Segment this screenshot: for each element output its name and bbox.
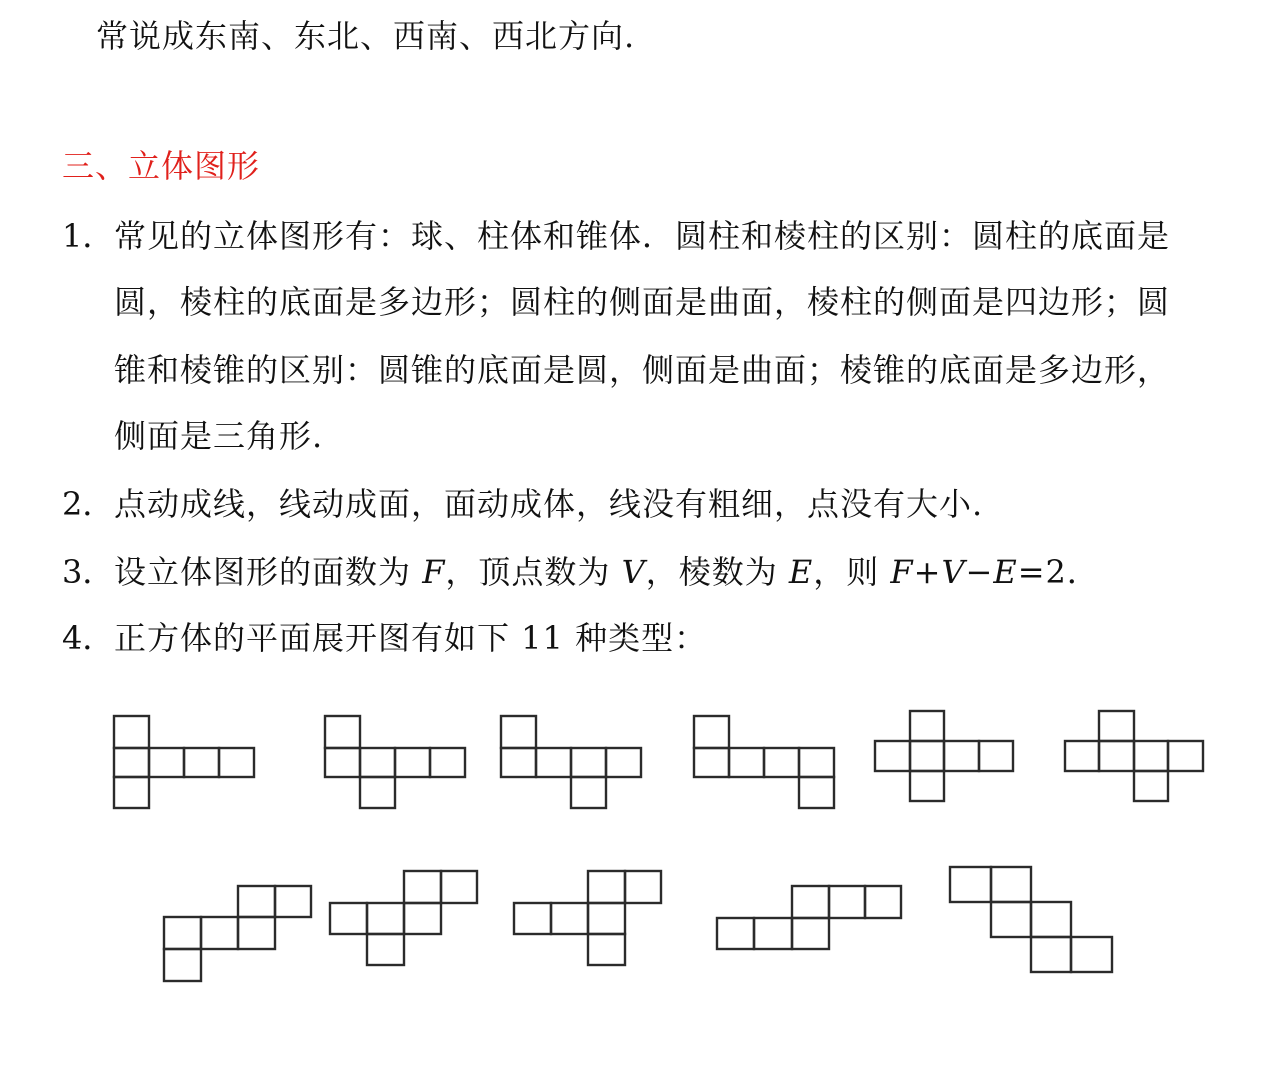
net-square [360,748,395,777]
item-2-number: 2． [62,485,115,523]
item-4-number: 4． [62,619,115,657]
net-square [395,748,430,777]
var-E: E [788,553,814,591]
net-square [717,918,754,949]
net-square [991,867,1031,902]
net-square [404,871,441,903]
net-square [729,748,764,777]
item-3-part-4: ，则 [813,553,891,591]
net-square [944,741,979,771]
var-F: F [422,553,446,591]
net-square [430,748,465,777]
net-square [114,716,149,748]
item-3-part-3: ，棱数为 [645,553,789,591]
net-square [910,741,944,771]
cube-net-1 [114,716,254,808]
net-square [325,716,360,748]
net-square [754,918,792,949]
net-square [606,748,641,777]
net-square [1065,741,1099,771]
net-square [164,949,201,981]
cube-net-5 [875,711,1013,801]
var-V: V [621,553,646,591]
net-square [441,871,477,903]
item-3-part-1: 设立体图形的面数为 [114,553,423,591]
net-square [114,777,149,808]
net-square [238,917,275,949]
net-square [950,867,991,902]
net-square [875,741,910,771]
net-square [910,711,944,741]
cube-net-10 [717,886,901,949]
net-square [536,748,571,777]
net-square [792,886,829,918]
item-1-number: 1． [62,217,115,255]
item-2-text: 点动成线，线动成面，面动成体，线没有粗细，点没有大小. [114,485,984,523]
item-1-line-3: 锥和棱锥的区别：圆锥的底面是圆，侧面是曲面；棱锥的底面是多边形， [114,351,1171,389]
item-3-part-2: ，顶点数为 [445,553,622,591]
net-square [367,934,404,965]
cube-net-4 [694,716,834,808]
net-square [275,886,311,917]
net-square [991,902,1031,937]
net-square [571,777,606,808]
net-square [1134,741,1168,771]
cube-net-3 [501,716,641,808]
net-square [1071,937,1112,972]
item-3-part-5: =2． [1017,553,1100,591]
net-square [829,886,865,918]
net-square [1031,937,1071,972]
net-square [625,871,661,903]
net-square [792,918,829,949]
euler-formula: F+V−E [890,553,1018,591]
net-square [1099,711,1134,741]
net-square [799,777,834,808]
cube-net-6 [1065,711,1203,801]
net-square [164,917,201,949]
net-square [360,777,395,808]
section-heading: 三、立体图形 [62,147,261,185]
net-square [514,903,551,934]
net-square [219,748,254,777]
net-square [238,886,275,917]
item-1-line-1: 常见的立体图形有：球、柱体和锥体．圆柱和棱柱的区别：圆柱的底面是 [114,217,1171,255]
cube-net-2 [325,716,465,808]
net-square [551,903,588,934]
net-square [114,748,149,777]
net-square [1099,741,1134,771]
net-square [325,748,360,777]
item-4-text: 正方体的平面展开图有如下 11 种类型： [114,619,708,657]
net-square [184,748,219,777]
net-square [588,903,625,934]
net-square [501,748,536,777]
net-square [367,903,404,934]
cube-net-7 [164,886,311,981]
cube-net-11 [950,867,1112,972]
net-square [694,716,729,748]
item-1-line-4: 侧面是三角形. [114,417,324,455]
net-square [694,748,729,777]
net-square [1134,771,1168,801]
net-square [404,903,441,934]
net-square [149,748,184,777]
net-square [865,886,901,918]
net-square [910,771,944,801]
net-square [799,748,834,777]
net-square [571,748,606,777]
net-square [1031,902,1071,937]
net-square [588,934,625,965]
net-square [201,917,238,949]
net-square [330,903,367,934]
cube-net-8 [330,871,477,965]
item-3-number: 3． [62,553,115,591]
net-square [1168,741,1203,771]
net-square [588,871,625,903]
net-square [501,716,536,748]
net-square [764,748,799,777]
net-square [979,741,1013,771]
intro-line: 常说成东南、东北、西南、西北方向. [96,17,636,55]
item-1-line-2: 圆，棱柱的底面是多边形；圆柱的侧面是曲面，棱柱的侧面是四边形；圆 [114,283,1171,321]
cube-net-9 [514,871,661,965]
